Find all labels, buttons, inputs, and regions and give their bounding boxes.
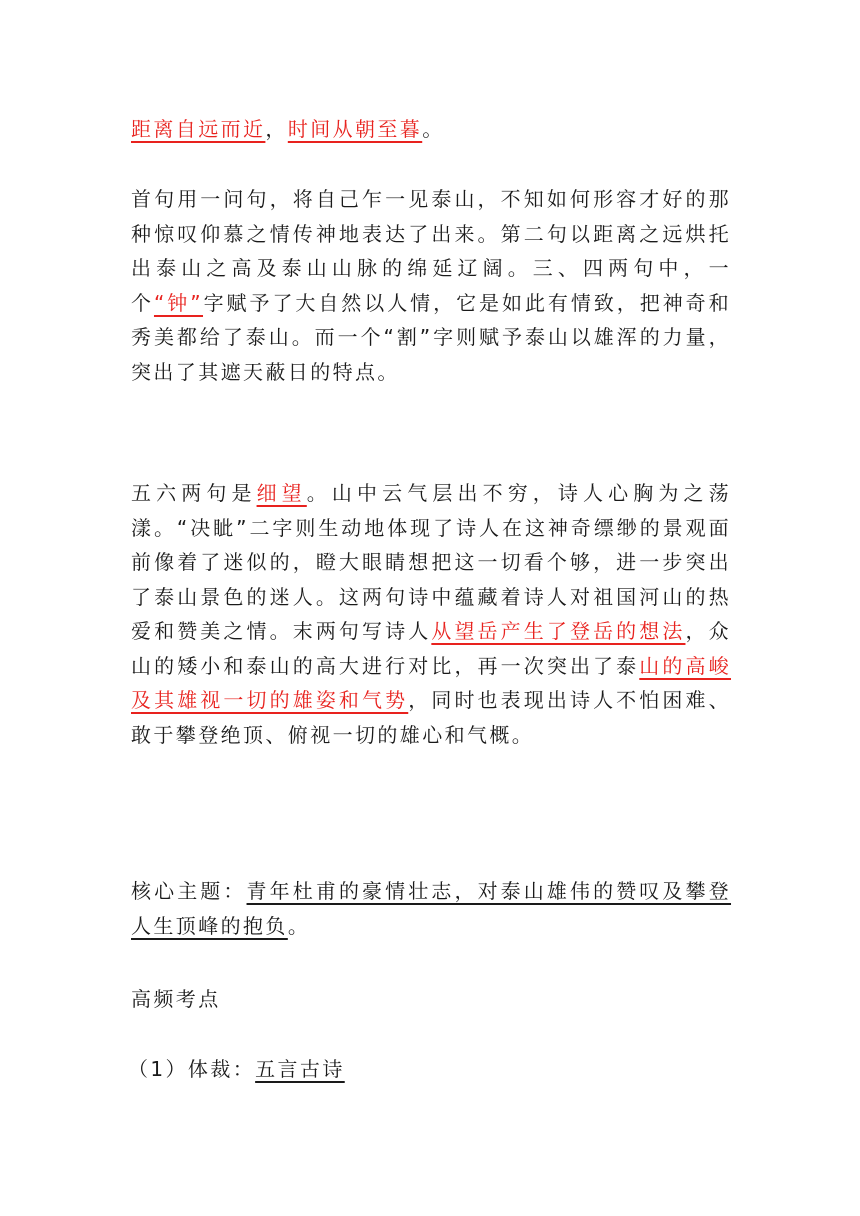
text-segment: ，同时也表现出诗人不怕困难、敢于攀登绝顶、俯视一切的雄心和气概。 [131, 688, 731, 747]
highlight-climb-idea: 从望岳产生了登岳的想法 [431, 619, 686, 643]
highlight-majesty: 山的高峻及其雄视一切的雄姿和气势 [131, 653, 731, 712]
highlight-xiwang: 细望 [256, 481, 307, 505]
text-segment: ，众山的矮小和泰山的高大进行对比，再一次突出了泰 [131, 619, 731, 678]
paragraph-analysis-second [131, 476, 731, 752]
text-segment: ， [265, 117, 288, 141]
key-point-genre [128, 1052, 728, 1087]
text-segment: 。山中云气层出不穷，诗人心胸为之荡漾。“决眦”二字则生动地体现了诗人在这神奇缥缈的景观面前像着了迷似的，瞪大眼睛想把这一切看个够，进一步突出了泰山景色的迷人。这两句诗中蕴藏着诗人对祖国河山的热爱和赞美之情。末两句写诗人 [131, 481, 731, 643]
key-point-answer: 五言古诗 [255, 1057, 345, 1081]
text-segment: 。 [287, 913, 311, 938]
paragraph-summary [131, 112, 731, 147]
highlight-distance: 距离自远而近 [131, 117, 266, 141]
section-heading-key-points [131, 982, 731, 1017]
theme-text: 青年杜甫的豪情壮志，对泰山雄伟的赞叹及攀登人生顶峰的抱负 [131, 879, 732, 938]
key-point-label: （1）体裁： [128, 1057, 256, 1081]
text-segment: 首句用一问句，将自己乍一见泰山，不知如何形容才好的那种惊叹仰慕之情传神地表达了出来。第二句以距离之远烘托出泰山之高及泰山山脉的绵延辽阔。三、四两句中，一个 [131, 187, 731, 315]
text-segment: 五六两句是 [131, 481, 257, 505]
heading-text: 高频考点 [131, 987, 221, 1011]
text-segment: 字赋予了大自然以人情，它是如此有情致，把神奇和秀美都给了泰山。而一个“割”字则赋予泰山以雄浑的力量，突出了其遮天蔽日的特点。 [131, 290, 732, 384]
highlight-zhong: “钟” [153, 290, 204, 315]
paragraph-analysis-first [131, 182, 731, 389]
theme-label: 核心主题： [131, 879, 247, 903]
highlight-time: 时间从朝至暮 [287, 117, 423, 141]
paragraph-core-theme [131, 874, 731, 943]
text-segment: 。 [422, 117, 445, 141]
